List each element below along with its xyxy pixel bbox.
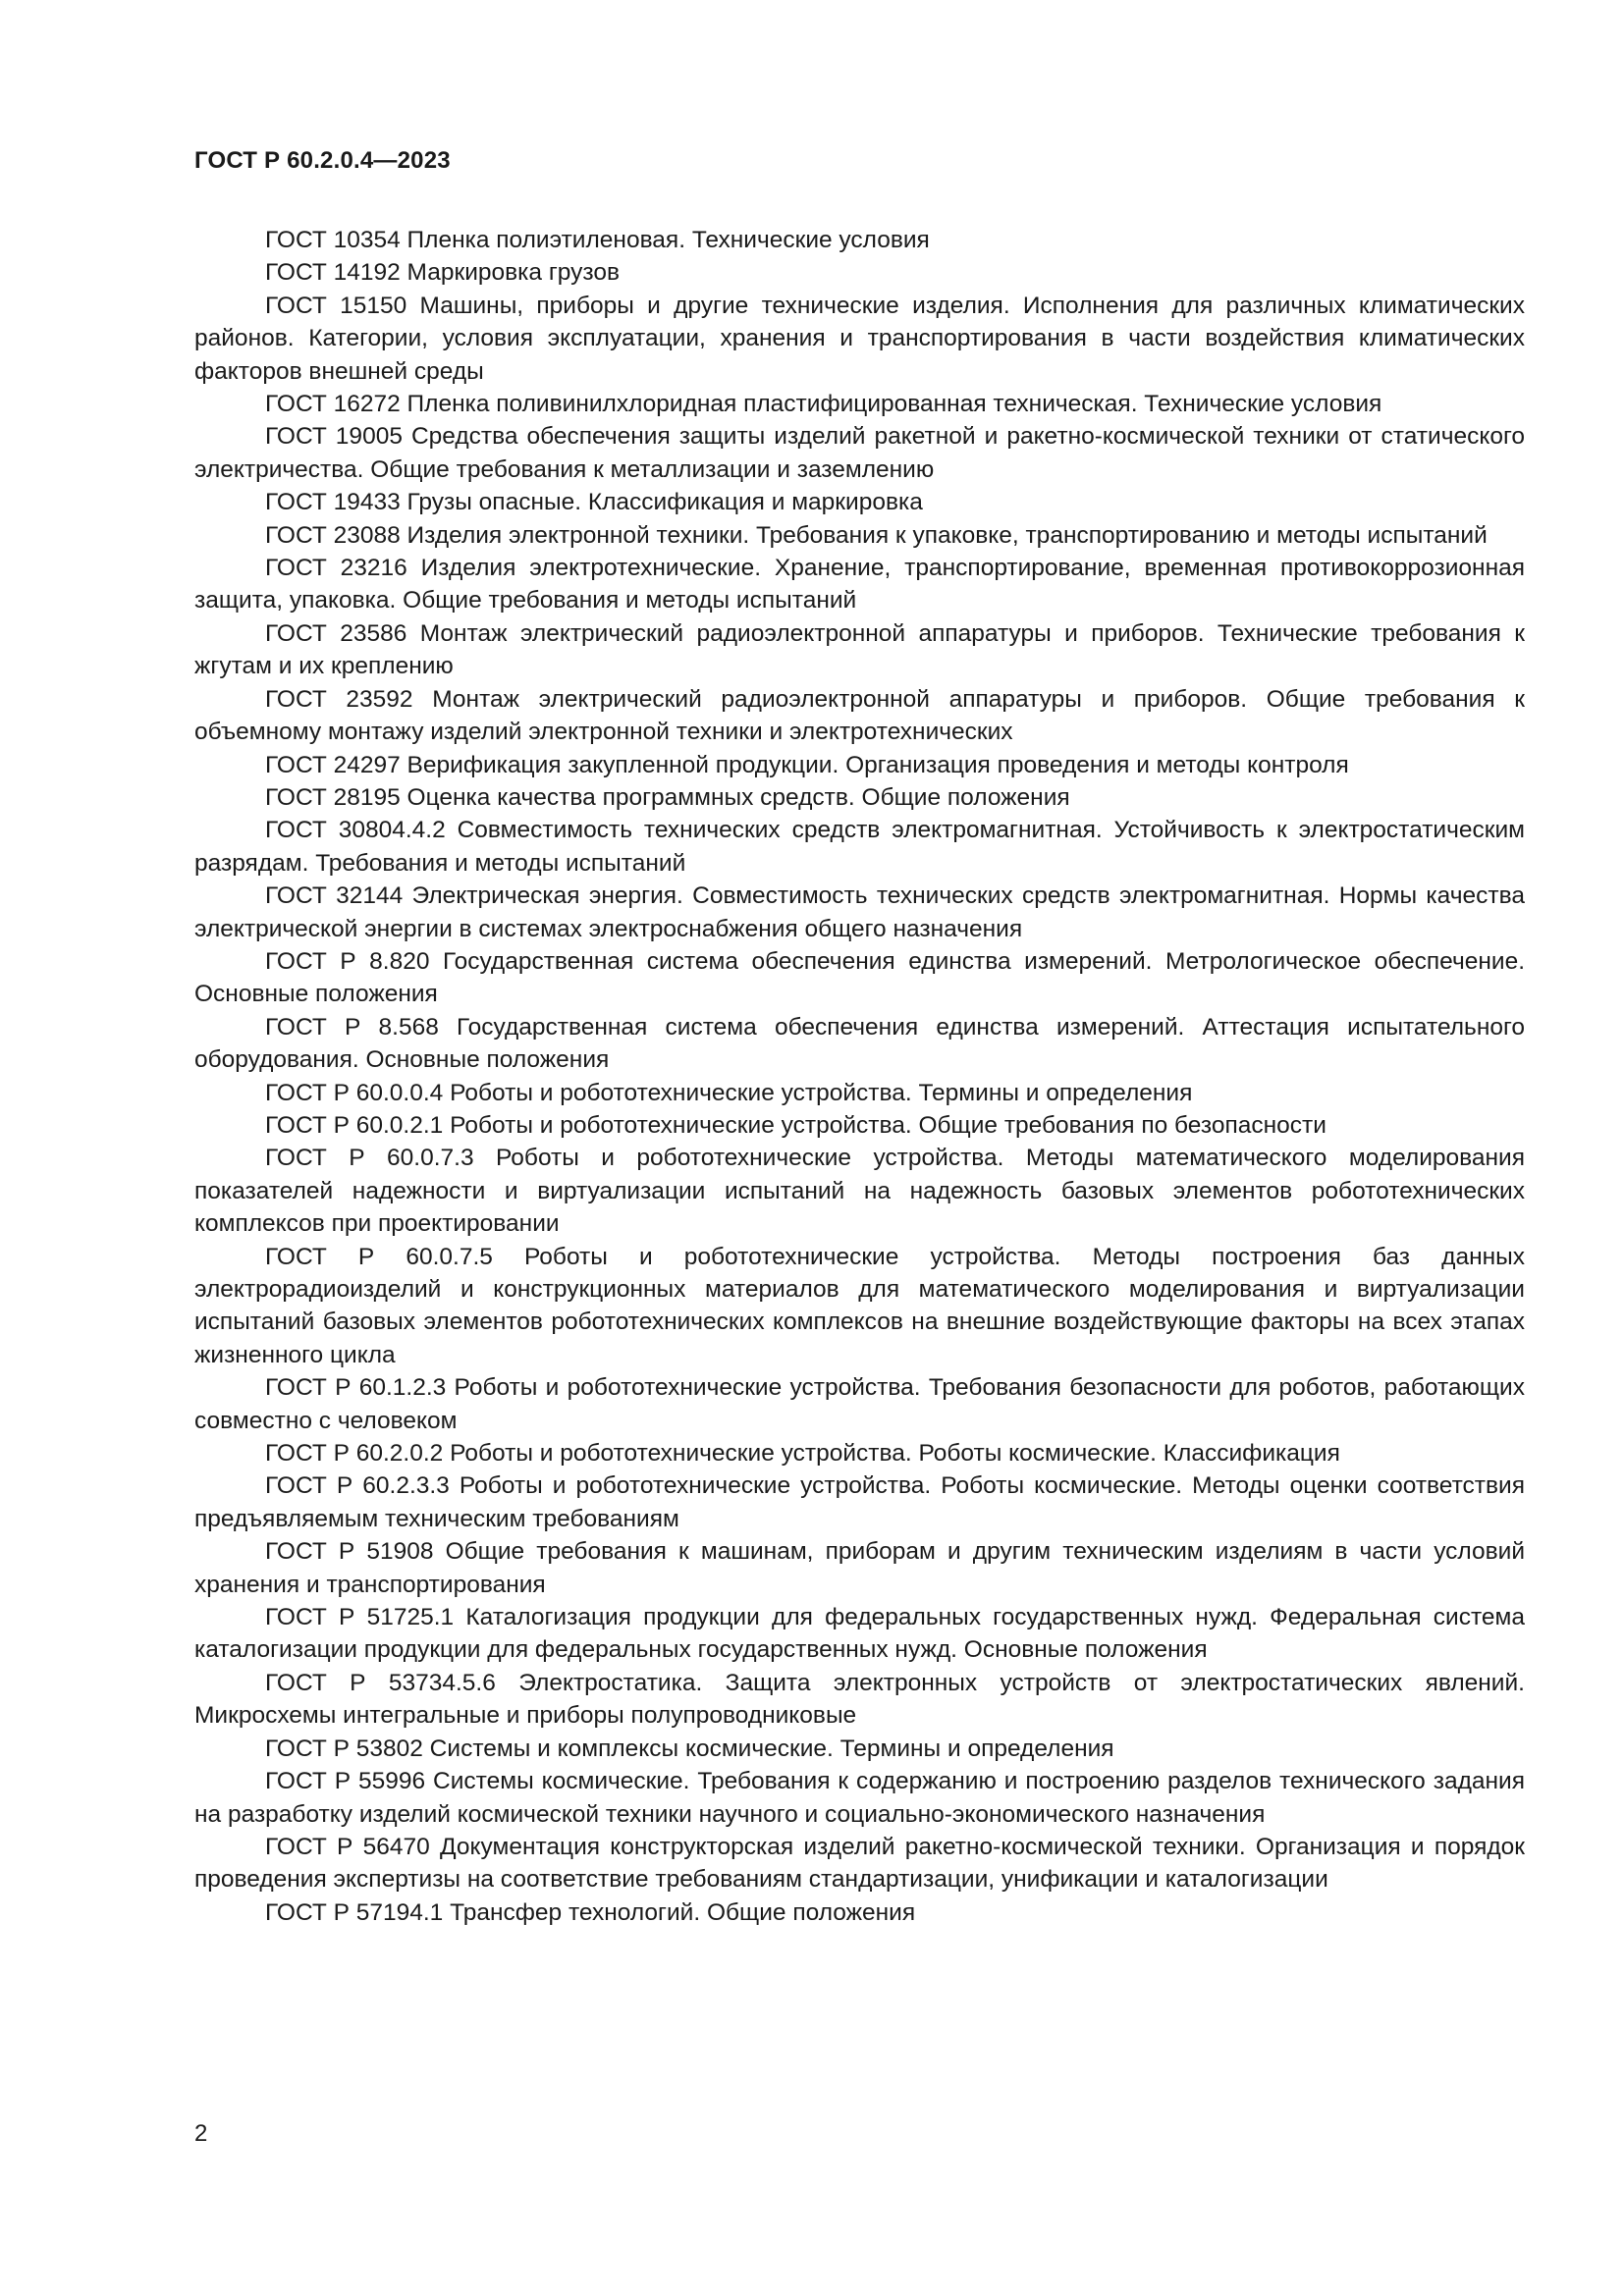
reference-item: ГОСТ 16272 Пленка поливинилхлоридная пластифицированная техническая. Технические условия [265, 391, 1382, 418]
reference-item: ГОСТ 23586 Монтаж электрический радиоэлектронной аппаратуры и приборов. Технические требования к жгутам и их креплению [194, 619, 1525, 680]
reference-item: ГОСТ 19433 Грузы опасные. Классификация и маркировка [265, 489, 923, 516]
reference-item: ГОСТ Р 60.2.0.2 Роботы и робототехнические устройства. Роботы космические. Классификация [265, 1440, 1340, 1468]
reference-item: ГОСТ Р 53802 Системы и комплексы космические. Термины и определения [265, 1735, 1114, 1762]
reference-item: ГОСТ Р 51908 Общие требования к машинам, приборам и другим техническим изделиям в части условий хранения и транспортирования [194, 1538, 1525, 1598]
reference-item: ГОСТ Р 51725.1 Каталогизация продукции для федеральных государственных нужд. Федеральная система каталогизации продукции для федеральных государственных нужд. Основные положения [194, 1604, 1525, 1664]
reference-item: ГОСТ 24297 Верификация закупленной продукции. Организация проведения и методы контроля [265, 751, 1349, 778]
reference-item: ГОСТ 19005 Средства обеспечения защиты изделий ракетной и ракетно-космической техники от статического электричества. Общие требования к металлизации и заземлению [194, 423, 1525, 483]
reference-item: ГОСТ 32144 Электрическая энергия. Совместимость технических средств электромагнитная. Нормы качества электрической энергии в системах электроснабжения общего назначения [194, 882, 1525, 942]
reference-item: ГОСТ Р 60.0.0.4 Роботы и робототехнические устройства. Термины и определения [265, 1079, 1193, 1106]
reference-item: ГОСТ Р 55996 Системы космические. Требования к содержанию и построению разделов технического задания на разработку изделий космической техники научного и социально-экономического назначения [194, 1768, 1525, 1828]
reference-item: ГОСТ Р 60.2.3.3 Роботы и робототехнические устройства. Роботы космические. Методы оценки соответствия предъявляемым техническим требованиям [194, 1472, 1525, 1532]
reference-item: ГОСТ 10354 Пленка полиэтиленовая. Технические условия [265, 227, 930, 253]
reference-item: ГОСТ 28195 Оценка качества программных средств. Общие положения [265, 783, 1070, 811]
reference-item: ГОСТ 23088 Изделия электронной техники. Требования к упаковке, транспортированию и методы испытаний [265, 521, 1488, 549]
reference-item: ГОСТ 23216 Изделия электротехнические. Хранение, транспортирование, временная противокоррозионная защита, упаковка. Общие требования и методы испытаний [194, 555, 1525, 614]
reference-item: ГОСТ 14192 Маркировка грузов [265, 259, 620, 287]
normative-references-list [194, 224, 1525, 1929]
reference-item: ГОСТ Р 8.568 Государственная система обеспечения единства измерений. Аттестация испытательного оборудования. Основные положения [194, 1013, 1525, 1074]
reference-item: ГОСТ 23592 Монтаж электрический радиоэлектронной аппаратуры и приборов. Общие требования к объемному монтажу изделий электронной техники и электротехнических [194, 685, 1525, 746]
reference-item: ГОСТ Р 60.0.7.5 Роботы и робототехнические устройства. Методы построения баз данных электрорадиоизделий и конструкционных материалов для математического моделирования и виртуализации испытаний базовых элементов робототехнических комплексов на внешние воздействующие факторы на всех этапах жизненного цикла [194, 1243, 1525, 1368]
reference-item: ГОСТ Р 60.0.7.3 Роботы и робототехнические устройства. Методы математического моделирования показателей надежности и виртуализации испытаний на надежность базовых элементов робототехнических комплексов при проектировании [194, 1145, 1525, 1238]
reference-item: ГОСТ Р 60.0.2.1 Роботы и робототехнические устройства. Общие требования по безопасности [265, 1111, 1326, 1139]
document-header-title: ГОСТ Р 60.2.0.4—2023 [194, 147, 451, 174]
reference-item: ГОСТ Р 56470 Документация конструкторская изделий ракетно-космической техники. Организация и порядок проведения экспертизы на соответствие требованиям стандартизации, унификации и каталогизации [194, 1833, 1525, 1894]
reference-item: ГОСТ Р 57194.1 Трансфер технологий. Общие положения [265, 1898, 916, 1926]
reference-item: ГОСТ 30804.4.2 Совместимость технических средств электромагнитная. Устойчивость к электростатическим разрядам. Требования и методы испытаний [194, 817, 1525, 877]
reference-item: ГОСТ Р 60.1.2.3 Роботы и робототехнические устройства. Требования безопасности для роботов, работающих совместно с человеком [194, 1374, 1525, 1434]
page-number: 2 [194, 2120, 208, 2147]
reference-item: ГОСТ Р 53734.5.6 Электростатика. Защита электронных устройств от электростатических явлений. Микросхемы интегральные и приборы полупроводниковые [194, 1669, 1525, 1730]
reference-item: ГОСТ 15150 Машины, приборы и другие технические изделия. Исполнения для различных климатических районов. Категории, условия эксплуатации, хранения и транспортирования в части воздействия климатических факторов внешней среды [194, 292, 1525, 385]
reference-item: ГОСТ Р 8.820 Государственная система обеспечения единства измерений. Метрологическое обеспечение. Основные положения [194, 947, 1525, 1008]
